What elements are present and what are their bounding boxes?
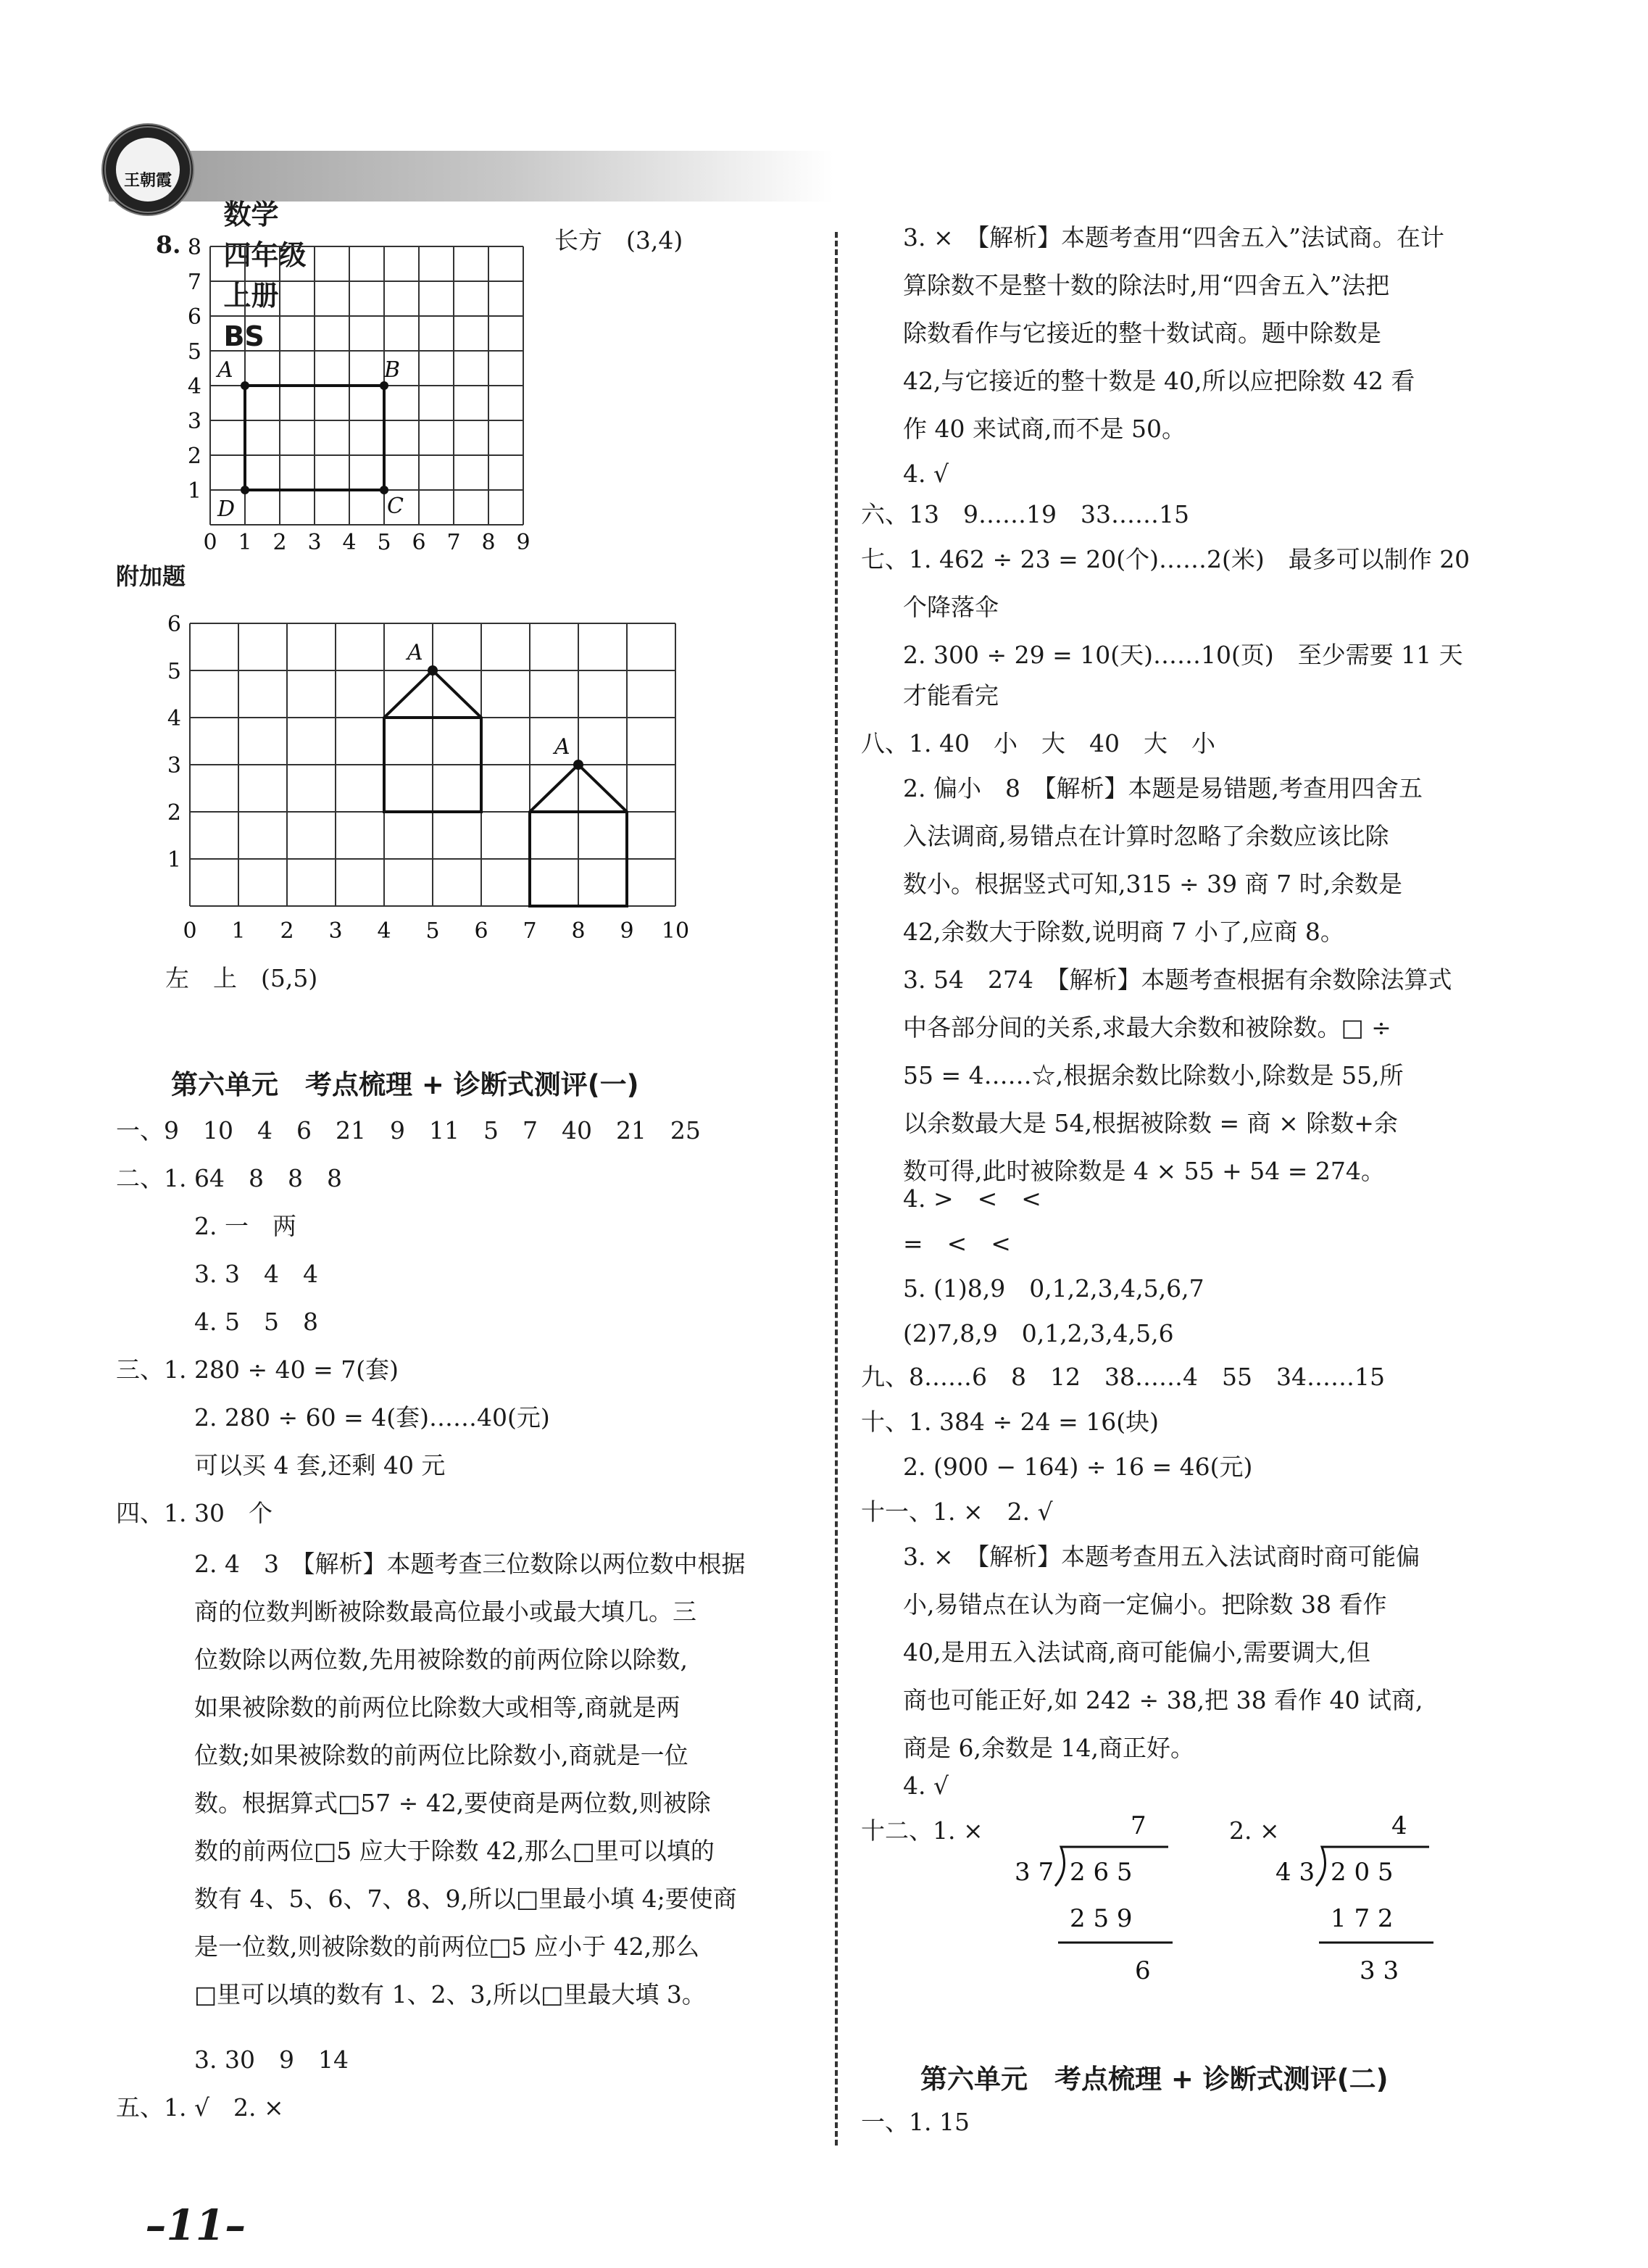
extra-y-tick: 1 [167, 847, 181, 873]
div2-quotient: 4 [1391, 1811, 1407, 1840]
house-label-a1: A [407, 640, 423, 665]
extra-y-tick: 6 [167, 612, 181, 637]
q8-x-tick: 6 [412, 530, 426, 555]
extra-x-tick: 0 [183, 918, 197, 944]
header-volume: 上册 [223, 280, 279, 312]
answer-line: 一、1. 15 [861, 2108, 970, 2136]
extra-y-tick: 2 [167, 800, 181, 826]
div2-dividend: 2 0 5 [1331, 1858, 1394, 1887]
extra-x-tick: 4 [377, 918, 391, 944]
q8-y-tick: 5 [187, 339, 201, 365]
page-number-value: 11 [166, 2201, 225, 2250]
q8-label-c: C [387, 494, 404, 519]
answer-line: (2)7,8,9 0,1,2,3,4,5,6 [903, 1319, 1174, 1347]
explanation-line: 除数看作与它接近的整十数试商。题中除数是 [903, 319, 1381, 347]
q8-label-b: B [384, 357, 401, 383]
extra-y-tick: 3 [167, 753, 181, 778]
header-edition: BS [223, 320, 265, 352]
logo-seal [101, 123, 194, 216]
explanation-line: 42,余数大于除数,说明商 7 小了,应商 8。 [903, 918, 1344, 946]
explanation-line: 数有 4、5、6、7、8、9,所以□里最小填 4;要使商 [194, 1885, 737, 1913]
answer-line: 3. 30 9 14 [194, 2045, 349, 2074]
explanation-line: 2. 4 3 【解析】本题考查三位数除以两位数中根据 [194, 1550, 746, 1578]
answer-line: 2. 一 两 [194, 1212, 296, 1240]
long-division-1 [1007, 1805, 1181, 1993]
explanation-line: 55 = 4……☆,根据余数比除数小,除数是 55,所 [903, 1061, 1404, 1089]
q8-x-tick: 0 [203, 530, 217, 555]
answer-line: 2. 280 ÷ 60 = 4(套)……40(元) [194, 1403, 550, 1432]
answer-line: 2. (900 − 164) ÷ 16 = 46(元) [903, 1453, 1253, 1481]
answer-line: 4. 5 5 8 [194, 1308, 318, 1336]
q8-answer: 长方 (3,4) [554, 226, 683, 254]
explanation-line: 3. 54 274 【解析】本题考查根据有余数除法算式 [903, 965, 1452, 994]
explanation-line: 入法调商,易错点在计算时忽略了余数应该比除 [903, 822, 1389, 850]
q8-grid-figure [167, 225, 544, 558]
answer-line: 八、1. 40 小 大 40 大 小 [861, 729, 1215, 757]
div2-divisor: 4 3 [1275, 1858, 1315, 1887]
q8-point-a [241, 381, 249, 390]
answer-line: 九、8……6 8 12 38……4 55 34……15 [861, 1363, 1385, 1391]
q8-x-tick: 8 [481, 530, 496, 555]
answer-line: 七、1. 462 ÷ 23 = 20(个)……2(米) 最多可以制作 20 [861, 545, 1470, 573]
extra-title: 附加题 [116, 562, 186, 590]
unit6-1-title: 第六单元 考点梳理 + 诊断式测评(一) [171, 1069, 639, 1100]
q8-x-tick: 2 [272, 530, 287, 555]
q8-x-tick: 9 [516, 530, 530, 555]
explanation-line: 数的前两位□5 应大于除数 42,那么□里可以填的 [194, 1837, 715, 1865]
explanation-line: 数小。根据竖式可知,315 ÷ 39 商 7 时,余数是 [903, 870, 1403, 898]
house-label-a2: A [554, 734, 570, 760]
q8-label-a: A [217, 357, 233, 383]
explanation-line: 位数除以两位数,先用被除数的前两位除以除数, [194, 1645, 688, 1674]
explanation-line: 如果被除数的前两位比除数大或相等,商就是两 [194, 1693, 681, 1721]
div1-quotient: 7 [1131, 1811, 1146, 1840]
q8-x-tick: 1 [238, 530, 252, 555]
extra-x-tick: 10 [661, 918, 690, 944]
explanation-line: 小,易错点在认为商一定偏小。把除数 38 看作 [903, 1590, 1387, 1619]
house-point-a2 [573, 760, 583, 770]
answer-line: 才能看完 [903, 681, 999, 710]
answer-line: 2. × [1229, 1816, 1280, 1845]
answer-line: 可以买 4 套,还剩 40 元 [194, 1451, 446, 1479]
answer-line: 4. √ [903, 1771, 949, 1800]
explanation-line: 以余数最大是 54,根据被除数 = 商 × 除数+余 [903, 1109, 1398, 1137]
div1-dividend: 2 6 5 [1070, 1858, 1133, 1887]
explanation-line: □里可以填的数有 1、2、3,所以□里最大填 3。 [194, 1980, 706, 2009]
extra-x-tick: 7 [523, 918, 537, 944]
extra-x-tick: 9 [620, 918, 634, 944]
extra-x-tick: 5 [425, 918, 440, 944]
page-number-dash-right: – [225, 2201, 246, 2250]
answer-line: = < < [903, 1229, 1011, 1258]
page-number [116, 2138, 246, 2254]
extra-x-tick: 6 [474, 918, 488, 944]
page-number-dash-left: – [145, 2201, 167, 2250]
explanation-line: 中各部分间的关系,求最大余数和被除数。□ ÷ [903, 1013, 1391, 1042]
answer-line: 一、9 10 4 6 21 9 11 5 7 40 21 25 [116, 1116, 701, 1145]
explanation-line: 商也可能正好,如 242 ÷ 38,把 38 看作 40 试商, [903, 1686, 1423, 1714]
div1-product: 2 5 9 [1070, 1904, 1133, 1933]
extra-y-tick: 4 [167, 706, 181, 731]
q8-y-tick: 3 [187, 409, 201, 434]
q8-number: 8. [156, 230, 181, 259]
div2-product: 1 7 2 [1331, 1904, 1394, 1933]
q8-point-d [241, 486, 249, 494]
long-division-2 [1268, 1805, 1442, 1993]
house-point-a1 [428, 665, 438, 676]
answer-line: 六、13 9……19 33……15 [861, 500, 1189, 528]
explanation-line: 位数;如果被除数的前两位比除数小,商就是一位 [194, 1741, 688, 1769]
explanation-line: 商是 6,余数是 14,商正好。 [903, 1734, 1194, 1762]
q8-label-d: D [217, 497, 236, 522]
extra-y-tick: 5 [167, 659, 181, 684]
answer-line: 3. 3 4 4 [194, 1260, 318, 1288]
answer-line: 二、1. 64 8 8 8 [116, 1164, 342, 1192]
q8-y-tick: 8 [187, 235, 201, 260]
extra-x-tick: 2 [280, 918, 294, 944]
explanation-line: 商的位数判断被除数最高位最小或最大填几。三 [194, 1598, 696, 1626]
q8-y-tick: 6 [187, 304, 201, 330]
q8-x-tick: 7 [446, 530, 461, 555]
explanation-line: 是一位数,则被除数的前两位□5 应小于 42,那么 [194, 1932, 700, 1961]
extra-x-tick: 8 [571, 918, 586, 944]
extra-x-tick: 3 [328, 918, 343, 944]
explanation-line: 数。根据算式□57 ÷ 42,要使商是两位数,则被除 [194, 1789, 711, 1817]
answer-line: 个降落伞 [903, 593, 999, 621]
header-subject: 数学 [223, 199, 279, 230]
explanation-line: 作 40 来试商,而不是 50。 [903, 415, 1186, 443]
explanation-line: 40,是用五入法试商,商可能偏小,需要调大,但 [903, 1638, 1370, 1666]
div2-remainder: 3 3 [1360, 1956, 1399, 1985]
explanation-line: 2. 偏小 8 【解析】本题是易错题,考查用四舍五 [903, 774, 1423, 802]
q8-x-tick: 3 [307, 530, 322, 555]
header-grade: 四年级 [223, 239, 307, 271]
div1-divisor: 3 7 [1015, 1858, 1054, 1887]
answer-line: 2. 300 ÷ 29 = 10(天)……10(页) 至少需要 11 天 [903, 641, 1463, 669]
q8-y-tick: 7 [187, 270, 201, 295]
q8-x-tick: 5 [377, 530, 391, 555]
extra-answer: 左 上 (5,5) [165, 964, 318, 992]
div1-remainder: 6 [1135, 1956, 1151, 1985]
explanation-line: 42,与它接近的整十数是 40,所以应把除数 42 看 [903, 367, 1415, 395]
answer-line: 三、1. 280 ÷ 40 = 7(套) [116, 1355, 399, 1384]
answer-line: 4. > < < [903, 1184, 1041, 1213]
answer-line: 四、1. 30 个 [116, 1499, 272, 1527]
answer-line: 十一、1. × 2. √ [861, 1498, 1053, 1526]
q8-y-tick: 4 [187, 374, 201, 399]
q8-y-tick: 2 [187, 444, 201, 469]
column-divider [835, 232, 838, 2146]
answer-line: 5. (1)8,9 0,1,2,3,4,5,6,7 [903, 1274, 1204, 1303]
explanation-line: 数可得,此时被除数是 4 × 55 + 54 = 274。 [903, 1157, 1385, 1185]
q8-x-tick: 4 [342, 530, 357, 555]
explanation-line: 3. × 【解析】本题考查用“四舍五入”法试商。在计 [903, 223, 1444, 252]
explanation-line: 3. × 【解析】本题考查用五入法试商时商可能偏 [903, 1542, 1420, 1571]
extra-x-tick: 1 [231, 918, 246, 944]
answer-line: 十二、1. × [861, 1816, 983, 1845]
logo-text: 王朝霞 [123, 171, 172, 190]
extra-grid-figure [159, 609, 717, 957]
explanation-line: 算除数不是整十数的除法时,用“四舍五入”法把 [903, 271, 1390, 299]
unit6-2-title: 第六单元 考点梳理 + 诊断式测评(二) [920, 2064, 1389, 2095]
q8-y-tick: 1 [187, 478, 201, 504]
answer-line: 十、1. 384 ÷ 24 = 16(块) [861, 1408, 1159, 1436]
answer-line: 4. √ [903, 460, 949, 488]
answer-line: 五、1. √ 2. × [116, 2093, 284, 2122]
